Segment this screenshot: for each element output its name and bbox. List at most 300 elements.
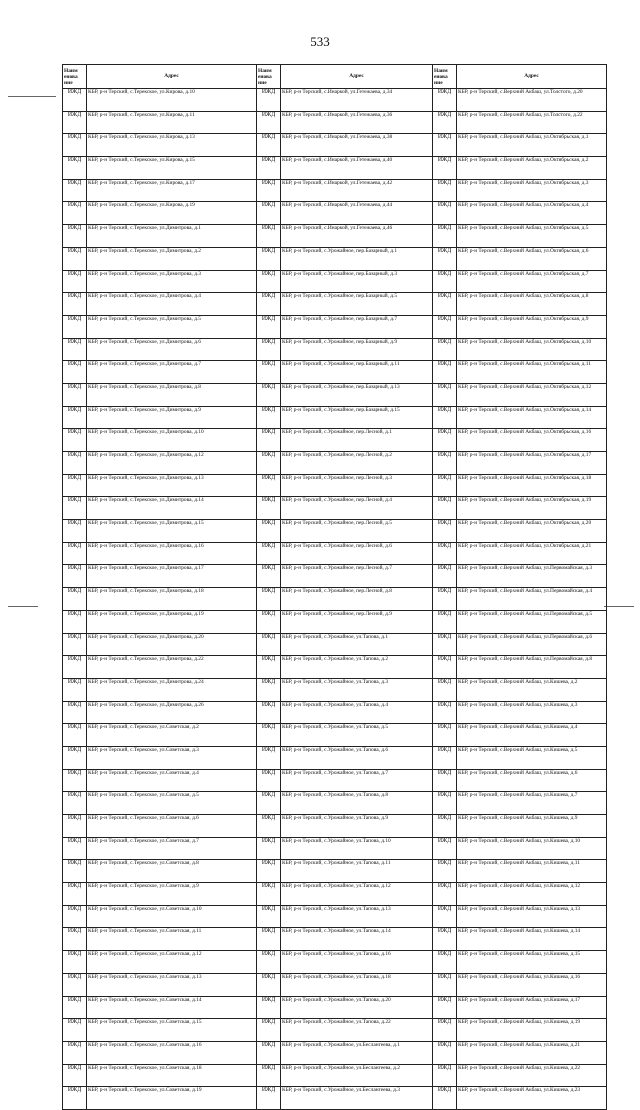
building-type-cell: ИЖД: [433, 1019, 457, 1042]
building-type-cell: ИЖД: [63, 588, 87, 611]
building-type-cell: ИЖД: [433, 565, 457, 588]
address-cell: КБР, р-н Терский, с.Урожайное, ул.Тапова, д.22: [281, 1019, 433, 1042]
address-cell: КБР, р-н Терский, с.Инаркой, ул.Гетежаева, д.44: [281, 202, 433, 225]
building-type-cell: ИЖД: [63, 1087, 87, 1110]
building-type-cell: ИЖД: [433, 837, 457, 860]
building-type-cell: ИЖД: [63, 973, 87, 996]
address-cell: КБР, р-н Терский, с.Урожайное, пер.Базарный, д.7: [281, 315, 433, 338]
building-type-cell: ИЖД: [63, 701, 87, 724]
building-type-cell: ИЖД: [63, 361, 87, 384]
building-type-cell: ИЖД: [257, 429, 281, 452]
building-type-cell: ИЖД: [257, 678, 281, 701]
address-cell: КБР, р-н Терский, с.Верхний Акбаш, ул.Кишева, д.13: [457, 905, 607, 928]
table-row: [63, 270, 607, 293]
table-row: [63, 905, 607, 928]
address-cell: КБР, р-н Терский, с.Верхний Акбаш, ул.Кишева, д.3: [457, 701, 607, 724]
building-type-cell: ИЖД: [257, 338, 281, 361]
address-cell: КБР, р-н Терский, с.Верхний Акбаш, ул.Октябрьская, д.5: [457, 225, 607, 248]
address-cell: КБР, р-н Терский, с.Верхний Акбаш, ул.Кишева, д.11: [457, 860, 607, 883]
building-type-cell: ИЖД: [257, 225, 281, 248]
building-type-cell: ИЖД: [257, 883, 281, 906]
address-cell: КБР, р-н Терский, с.Инаркой, ул.Гетежаева, д.42: [281, 179, 433, 202]
table-row: [63, 746, 607, 769]
building-type-cell: ИЖД: [63, 815, 87, 838]
address-cell: КБР, р-н Терский, с.Верхний Акбаш, ул.Кишева, д.14: [457, 928, 607, 951]
building-type-cell: ИЖД: [257, 1019, 281, 1042]
table-row: [63, 157, 607, 180]
building-type-cell: ИЖД: [63, 293, 87, 316]
address-cell: КБР, р-н Терский, с.Терекское, ул.Димитрова, д.19: [87, 610, 257, 633]
building-type-cell: ИЖД: [63, 247, 87, 270]
building-type-cell: ИЖД: [433, 656, 457, 679]
table-row: [63, 724, 607, 747]
building-type-cell: ИЖД: [433, 973, 457, 996]
building-type-cell: ИЖД: [63, 724, 87, 747]
building-type-cell: ИЖД: [63, 383, 87, 406]
building-type-cell: ИЖД: [257, 452, 281, 475]
building-type-cell: ИЖД: [257, 89, 281, 112]
building-type-cell: ИЖД: [433, 315, 457, 338]
address-cell: КБР, р-н Терский, с.Верхний Акбаш, ул.Кишева, д.4: [457, 724, 607, 747]
address-cell: КБР, р-н Терский, с.Верхний Акбаш, ул.Октябрьская, д.2: [457, 157, 607, 180]
building-type-cell: ИЖД: [433, 338, 457, 361]
building-type-cell: ИЖД: [63, 452, 87, 475]
building-type-cell: ИЖД: [257, 905, 281, 928]
address-cell: КБР, р-н Терский, с.Терекское, ул.Димитрова, д.18: [87, 588, 257, 611]
building-type-cell: ИЖД: [257, 474, 281, 497]
address-cell: КБР, р-н Терский, с.Инаркой, ул.Гетежаева, д.40: [281, 157, 433, 180]
address-cell: КБР, р-н Терский, с.Урожайное, ул.Тапова, д.3: [281, 678, 433, 701]
building-type-cell: ИЖД: [257, 179, 281, 202]
table-row: [63, 1087, 607, 1110]
building-type-cell: ИЖД: [433, 1041, 457, 1064]
address-cell: КБР, р-н Терский, с.Урожайное, ул.Тапова, д.13: [281, 905, 433, 928]
address-cell: КБР, р-н Терский, с.Верхний Акбаш, ул.Кишева, д.7: [457, 792, 607, 815]
table-row: [63, 951, 607, 974]
building-type-cell: ИЖД: [433, 452, 457, 475]
building-type-cell: ИЖД: [63, 1064, 87, 1087]
building-type-cell: ИЖД: [433, 520, 457, 543]
building-type-cell: ИЖД: [257, 134, 281, 157]
address-cell: КБР, р-н Терский, с.Инаркой, ул.Гетежаева, д.36: [281, 111, 433, 134]
building-type-cell: ИЖД: [63, 429, 87, 452]
building-type-cell: ИЖД: [63, 134, 87, 157]
building-type-cell: ИЖД: [257, 792, 281, 815]
address-cell: КБР, р-н Терский, с.Терекское, ул.Советская, д.15: [87, 1019, 257, 1042]
address-cell: КБР, р-н Терский, с.Верхний Акбаш, ул.Первомайская, д.5: [457, 610, 607, 633]
building-type-cell: ИЖД: [433, 610, 457, 633]
building-type-cell: ИЖД: [257, 746, 281, 769]
building-type-cell: ИЖД: [433, 951, 457, 974]
building-type-cell: ИЖД: [257, 565, 281, 588]
address-cell: КБР, р-н Терский, с.Урожайное, ул.Беслангеева, д.2: [281, 1064, 433, 1087]
building-type-cell: ИЖД: [63, 905, 87, 928]
table-row: [63, 1041, 607, 1064]
table-row: [63, 225, 607, 248]
building-type-cell: ИЖД: [63, 746, 87, 769]
building-type-cell: ИЖД: [257, 293, 281, 316]
address-cell: КБР, р-н Терский, с.Терекское, ул.Советская, д.18: [87, 1064, 257, 1087]
building-type-cell: ИЖД: [63, 202, 87, 225]
building-type-cell: ИЖД: [433, 769, 457, 792]
table-row: [63, 134, 607, 157]
building-type-cell: ИЖД: [63, 270, 87, 293]
table-row: [63, 497, 607, 520]
margin-rule-left-lower: [8, 606, 38, 607]
address-cell: КБР, р-н Терский, с.Терекское, ул.Димитрова, д.6: [87, 338, 257, 361]
address-cell: КБР, р-н Терский, с.Урожайное, ул.Беслангеева, д.3: [281, 1087, 433, 1110]
building-type-cell: ИЖД: [433, 270, 457, 293]
building-type-cell: ИЖД: [257, 815, 281, 838]
building-type-cell: ИЖД: [257, 270, 281, 293]
address-cell: КБР, р-н Терский, с.Верхний Акбаш, ул.Октябрьская, д.3: [457, 179, 607, 202]
address-cell: КБР, р-н Терский, с.Терекское, ул.Димитрова, д.1: [87, 225, 257, 248]
address-cell: КБР, р-н Терский, с.Урожайное, пер.Лесной, д.7: [281, 565, 433, 588]
building-type-cell: ИЖД: [433, 542, 457, 565]
address-cell: КБР, р-н Терский, с.Урожайное, пер.Лесной, д.4: [281, 497, 433, 520]
building-type-cell: ИЖД: [257, 497, 281, 520]
building-type-cell: ИЖД: [257, 542, 281, 565]
address-cell: КБР, р-н Терский, с.Верхний Акбаш, ул.Октябрьская, д.21: [457, 542, 607, 565]
address-cell: КБР, р-н Терский, с.Урожайное, ул.Беслангеева, д.1: [281, 1041, 433, 1064]
address-cell: КБР, р-н Терский, с.Терекское, ул.Димитрова, д.9: [87, 406, 257, 429]
address-cell: КБР, р-н Терский, с.Урожайное, ул.Тапова, д.14: [281, 928, 433, 951]
building-type-cell: ИЖД: [63, 111, 87, 134]
table-row: [63, 111, 607, 134]
address-cell: КБР, р-н Терский, с.Терекское, ул.Кирова, д.17: [87, 179, 257, 202]
building-type-cell: ИЖД: [433, 429, 457, 452]
address-cell: КБР, р-н Терский, с.Урожайное, пер.Лесной, д.9: [281, 610, 433, 633]
address-cell: КБР, р-н Терский, с.Терекское, ул.Димитрова, д.7: [87, 361, 257, 384]
building-type-cell: ИЖД: [433, 157, 457, 180]
building-type-cell: ИЖД: [433, 588, 457, 611]
table-row: [63, 633, 607, 656]
address-cell: КБР, р-н Терский, с.Урожайное, пер.Лесной, д.8: [281, 588, 433, 611]
header-address: Адрес: [87, 65, 257, 89]
building-type-cell: ИЖД: [433, 134, 457, 157]
address-cell: КБР, р-н Терский, с.Терекское, ул.Димитрова, д.3: [87, 270, 257, 293]
address-cell: КБР, р-н Терский, с.Терекское, ул.Димитрова, д.10: [87, 429, 257, 452]
address-cell: КБР, р-н Терский, с.Терекское, ул.Советская, д.19: [87, 1087, 257, 1110]
building-type-cell: ИЖД: [257, 610, 281, 633]
building-type-cell: ИЖД: [257, 769, 281, 792]
building-type-cell: ИЖД: [257, 1064, 281, 1087]
address-cell: КБР, р-н Терский, с.Верхний Акбаш, ул.Октябрьская, д.6: [457, 247, 607, 270]
building-type-cell: ИЖД: [257, 157, 281, 180]
header-address: Адрес: [281, 65, 433, 89]
address-cell: КБР, р-н Терский, с.Терекское, ул.Кирова, д.10: [87, 89, 257, 112]
building-type-cell: ИЖД: [257, 951, 281, 974]
building-type-cell: ИЖД: [257, 656, 281, 679]
address-cell: КБР, р-н Терский, с.Терекское, ул.Димитрова, д.20: [87, 633, 257, 656]
address-cell: КБР, р-н Терский, с.Терекское, ул.Кирова, д.19: [87, 202, 257, 225]
address-cell: КБР, р-н Терский, с.Верхний Акбаш, ул.Кишева, д.12: [457, 883, 607, 906]
address-cell: КБР, р-н Терский, с.Урожайное, ул.Тапова, д.4: [281, 701, 433, 724]
building-type-cell: ИЖД: [433, 815, 457, 838]
building-type-cell: ИЖД: [433, 497, 457, 520]
address-cell: КБР, р-н Терский, с.Инаркой, ул.Гетежаева, д.38: [281, 134, 433, 157]
building-type-cell: ИЖД: [63, 928, 87, 951]
table-row: [63, 406, 607, 429]
table-row: [63, 315, 607, 338]
building-type-cell: ИЖД: [63, 406, 87, 429]
address-cell: КБР, р-н Терский, с.Верхний Акбаш, ул.Кишева, д.17: [457, 996, 607, 1019]
table-row: [63, 247, 607, 270]
building-type-cell: ИЖД: [63, 883, 87, 906]
building-type-cell: ИЖД: [433, 724, 457, 747]
address-cell: КБР, р-н Терский, с.Терекское, ул.Димитрова, д.17: [87, 565, 257, 588]
table-row: [63, 610, 607, 633]
address-cell: КБР, р-н Терский, с.Верхний Акбаш, ул.Кишева, д.10: [457, 837, 607, 860]
address-cell: КБР, р-н Терский, с.Верхний Акбаш, ул.Октябрьская, д.1: [457, 134, 607, 157]
building-type-cell: ИЖД: [433, 633, 457, 656]
building-type-cell: ИЖД: [433, 361, 457, 384]
address-cell: КБР, р-н Терский, с.Верхний Акбаш, ул.Октябрьская, д.17: [457, 452, 607, 475]
table-row: [63, 1064, 607, 1087]
address-cell: КБР, р-н Терский, с.Урожайное, ул.Тапова, д.18: [281, 973, 433, 996]
address-cell: КБР, р-н Терский, с.Урожайное, пер.Базарный, д.3: [281, 270, 433, 293]
building-type-cell: ИЖД: [257, 202, 281, 225]
address-cell: КБР, р-н Терский, с.Терекское, ул.Советская, д.6: [87, 815, 257, 838]
building-type-cell: ИЖД: [63, 89, 87, 112]
building-type-cell: ИЖД: [257, 406, 281, 429]
table-row: [63, 701, 607, 724]
address-cell: КБР, р-н Терский, с.Верхний Акбаш, ул.Октябрьская, д.18: [457, 474, 607, 497]
building-type-cell: ИЖД: [63, 520, 87, 543]
building-type-cell: ИЖД: [257, 973, 281, 996]
building-type-cell: ИЖД: [257, 111, 281, 134]
building-type-cell: ИЖД: [433, 883, 457, 906]
address-cell: КБР, р-н Терский, с.Терекское, ул.Кирова, д.13: [87, 134, 257, 157]
address-cell: КБР, р-н Терский, с.Терекское, ул.Димитрова, д.22: [87, 656, 257, 679]
table-row: [63, 588, 607, 611]
address-cell: КБР, р-н Терский, с.Терекское, ул.Димитрова, д.26: [87, 701, 257, 724]
margin-rule-right: [604, 606, 634, 607]
table-row: [63, 860, 607, 883]
address-cell: КБР, р-н Терский, с.Верхний Акбаш, ул.Кишева, д.23: [457, 1087, 607, 1110]
address-cell: КБР, р-н Терский, с.Верхний Акбаш, ул.Толстого, д.20: [457, 89, 607, 112]
building-type-cell: ИЖД: [433, 225, 457, 248]
building-type-cell: ИЖД: [433, 474, 457, 497]
building-type-cell: ИЖД: [63, 542, 87, 565]
address-cell: КБР, р-н Терский, с.Терекское, ул.Советская, д.7: [87, 837, 257, 860]
address-cell: КБР, р-н Терский, с.Урожайное, ул.Тапова, д.5: [281, 724, 433, 747]
building-type-cell: ИЖД: [433, 746, 457, 769]
address-cell: КБР, р-н Терский, с.Верхний Акбаш, ул.Первомайская, д.4: [457, 588, 607, 611]
building-type-cell: ИЖД: [63, 996, 87, 1019]
address-cell: КБР, р-н Терский, с.Терекское, ул.Советская, д.5: [87, 792, 257, 815]
building-type-cell: ИЖД: [257, 996, 281, 1019]
address-cell: КБР, р-н Терский, с.Терекское, ул.Димитрова, д.4: [87, 293, 257, 316]
building-type-cell: ИЖД: [63, 656, 87, 679]
address-cell: КБР, р-н Терский, с.Терекское, ул.Советская, д.3: [87, 746, 257, 769]
address-cell: КБР, р-н Терский, с.Урожайное, ул.Тапова, д.1: [281, 633, 433, 656]
address-cell: КБР, р-н Терский, с.Урожайное, ул.Тапова, д.11: [281, 860, 433, 883]
address-cell: КБР, р-н Терский, с.Терекское, ул.Димитрова, д.16: [87, 542, 257, 565]
address-cell: КБР, р-н Терский, с.Урожайное, пер.Лесной, д.6: [281, 542, 433, 565]
address-cell: КБР, р-н Терский, с.Верхний Акбаш, ул.Кишева, д.5: [457, 746, 607, 769]
building-type-cell: ИЖД: [257, 1087, 281, 1110]
building-type-cell: ИЖД: [257, 383, 281, 406]
address-cell: КБР, р-н Терский, с.Верхний Акбаш, ул.Октябрьская, д.9: [457, 315, 607, 338]
address-cell: КБР, р-н Терский, с.Верхний Акбаш, ул.Кишева, д.9: [457, 815, 607, 838]
address-cell: КБР, р-н Терский, с.Терекское, ул.Советская, д.4: [87, 769, 257, 792]
address-cell: КБР, р-н Терский, с.Терекское, ул.Советская, д.14: [87, 996, 257, 1019]
table-row: [63, 542, 607, 565]
address-cell: КБР, р-н Терский, с.Урожайное, пер.Базарный, д.1: [281, 247, 433, 270]
building-type-cell: ИЖД: [257, 633, 281, 656]
header-type: Наим енова ние: [63, 65, 87, 89]
building-type-cell: ИЖД: [433, 905, 457, 928]
building-type-cell: ИЖД: [433, 179, 457, 202]
building-type-cell: ИЖД: [257, 588, 281, 611]
building-type-cell: ИЖД: [63, 792, 87, 815]
address-cell: КБР, р-н Терский, с.Терекское, ул.Кирова, д.11: [87, 111, 257, 134]
address-cell: КБР, р-н Терский, с.Терекское, ул.Советская, д.16: [87, 1041, 257, 1064]
address-cell: КБР, р-н Терский, с.Урожайное, пер.Базарный, д.9: [281, 338, 433, 361]
address-cell: КБР, р-н Терский, с.Терекское, ул.Димитрова, д.8: [87, 383, 257, 406]
building-type-cell: ИЖД: [433, 111, 457, 134]
building-type-cell: ИЖД: [257, 860, 281, 883]
building-type-cell: ИЖД: [63, 157, 87, 180]
address-cell: КБР, р-н Терский, с.Верхний Акбаш, ул.Кишева, д.16: [457, 973, 607, 996]
address-cell: КБР, р-н Терский, с.Урожайное, ул.Тапова, д.12: [281, 883, 433, 906]
building-type-cell: ИЖД: [433, 1064, 457, 1087]
building-type-cell: ИЖД: [257, 247, 281, 270]
table-row: [63, 815, 607, 838]
building-type-cell: ИЖД: [63, 225, 87, 248]
building-type-cell: ИЖД: [257, 361, 281, 384]
building-type-cell: ИЖД: [433, 996, 457, 1019]
address-cell: КБР, р-н Терский, с.Верхний Акбаш, ул.Октябрьская, д.12: [457, 383, 607, 406]
address-cell: КБР, р-н Терский, с.Урожайное, пер.Базарный, д.13: [281, 383, 433, 406]
building-type-cell: ИЖД: [63, 474, 87, 497]
table-row: [63, 452, 607, 475]
address-cell: КБР, р-н Терский, с.Терекское, ул.Советская, д.9: [87, 883, 257, 906]
table-row: [63, 474, 607, 497]
address-cell: КБР, р-н Терский, с.Терекское, ул.Советская, д.10: [87, 905, 257, 928]
address-cell: КБР, р-н Терский, с.Верхний Акбаш, ул.Первомайская, д.3: [457, 565, 607, 588]
building-type-cell: ИЖД: [433, 792, 457, 815]
address-cell: КБР, р-н Терский, с.Терекское, ул.Советская, д.12: [87, 951, 257, 974]
table-row: [63, 361, 607, 384]
address-cell: КБР, р-н Терский, с.Верхний Акбаш, ул.Октябрьская, д.14: [457, 406, 607, 429]
address-cell: КБР, р-н Терский, с.Урожайное, ул.Тапова, д.20: [281, 996, 433, 1019]
address-table: [62, 64, 607, 1110]
table-row: [63, 429, 607, 452]
table-row: [63, 338, 607, 361]
address-cell: КБР, р-н Терский, с.Урожайное, ул.Тапова, д.2: [281, 656, 433, 679]
building-type-cell: ИЖД: [257, 520, 281, 543]
table-row: [63, 996, 607, 1019]
address-cell: КБР, р-н Терский, с.Терекское, ул.Димитрова, д.5: [87, 315, 257, 338]
address-cell: КБР, р-н Терский, с.Терекское, ул.Кирова, д.15: [87, 157, 257, 180]
table-row: [63, 769, 607, 792]
building-type-cell: ИЖД: [433, 383, 457, 406]
address-cell: КБР, р-н Терский, с.Верхний Акбаш, ул.Кишева, д.21: [457, 1041, 607, 1064]
building-type-cell: ИЖД: [433, 202, 457, 225]
address-cell: КБР, р-н Терский, с.Верхний Акбаш, ул.Октябрьская, д.4: [457, 202, 607, 225]
building-type-cell: ИЖД: [63, 179, 87, 202]
building-type-cell: ИЖД: [63, 837, 87, 860]
building-type-cell: ИЖД: [63, 860, 87, 883]
building-type-cell: ИЖД: [63, 769, 87, 792]
address-cell: КБР, р-н Терский, с.Урожайное, ул.Тапова, д.9: [281, 815, 433, 838]
building-type-cell: ИЖД: [433, 928, 457, 951]
building-type-cell: ИЖД: [63, 610, 87, 633]
table-row: [63, 656, 607, 679]
building-type-cell: ИЖД: [257, 724, 281, 747]
address-cell: КБР, р-н Терский, с.Терекское, ул.Димитрова, д.15: [87, 520, 257, 543]
building-type-cell: ИЖД: [63, 678, 87, 701]
address-cell: КБР, р-н Терский, с.Урожайное, пер.Лесной, д.1: [281, 429, 433, 452]
table-row: [63, 520, 607, 543]
address-cell: КБР, р-н Терский, с.Терекское, ул.Димитрова, д.12: [87, 452, 257, 475]
address-cell: КБР, р-н Терский, с.Урожайное, ул.Тапова, д.6: [281, 746, 433, 769]
address-cell: КБР, р-н Терский, с.Урожайное, пер.Лесной, д.5: [281, 520, 433, 543]
address-cell: КБР, р-н Терский, с.Терекское, ул.Димитрова, д.13: [87, 474, 257, 497]
building-type-cell: ИЖД: [433, 89, 457, 112]
table-row: [63, 293, 607, 316]
building-type-cell: ИЖД: [433, 1087, 457, 1110]
table-row: [63, 928, 607, 951]
address-cell: КБР, р-н Терский, с.Урожайное, ул.Тапова, д.10: [281, 837, 433, 860]
address-cell: КБР, р-н Терский, с.Терекское, ул.Советская, д.2: [87, 724, 257, 747]
address-cell: КБР, р-н Терский, с.Терекское, ул.Советская, д.13: [87, 973, 257, 996]
header-type: Наим енова ние: [433, 65, 457, 89]
building-type-cell: ИЖД: [63, 951, 87, 974]
building-type-cell: ИЖД: [433, 247, 457, 270]
address-cell: КБР, р-н Терский, с.Терекское, ул.Советская, д.11: [87, 928, 257, 951]
building-type-cell: ИЖД: [63, 497, 87, 520]
address-cell: КБР, р-н Терский, с.Урожайное, пер.Базарный, д.11: [281, 361, 433, 384]
table-header-row: [63, 65, 607, 89]
table-row: [63, 678, 607, 701]
building-type-cell: ИЖД: [257, 1041, 281, 1064]
address-cell: КБР, р-н Терский, с.Терекское, ул.Димитрова, д.2: [87, 247, 257, 270]
address-cell: КБР, р-н Терский, с.Урожайное, пер.Базарный, д.15: [281, 406, 433, 429]
table-row: [63, 973, 607, 996]
building-type-cell: ИЖД: [63, 315, 87, 338]
header-type: Наим енова ние: [257, 65, 281, 89]
address-cell: КБР, р-н Терский, с.Верхний Акбаш, ул.Кишева, д.2: [457, 678, 607, 701]
table-row: [63, 202, 607, 225]
address-cell: КБР, р-н Терский, с.Урожайное, ул.Тапова, д.8: [281, 792, 433, 815]
table-row: [63, 383, 607, 406]
table-row: [63, 1019, 607, 1042]
address-cell: КБР, р-н Терский, с.Терекское, ул.Советская, д.8: [87, 860, 257, 883]
address-cell: КБР, р-н Терский, с.Верхний Акбаш, ул.Октябрьская, д.8: [457, 293, 607, 316]
building-type-cell: ИЖД: [63, 633, 87, 656]
table-row: [63, 179, 607, 202]
address-cell: КБР, р-н Терский, с.Урожайное, пер.Лесной, д.2: [281, 452, 433, 475]
address-cell: КБР, р-н Терский, с.Урожайное, пер.Базарный, д.5: [281, 293, 433, 316]
table-body: [63, 89, 607, 1110]
building-type-cell: ИЖД: [433, 293, 457, 316]
address-cell: КБР, р-н Терский, с.Урожайное, пер.Лесной, д.3: [281, 474, 433, 497]
header-address: Адрес: [457, 65, 607, 89]
table-row: [63, 883, 607, 906]
address-cell: КБР, р-н Терский, с.Верхний Акбаш, ул.Кишева, д.15: [457, 951, 607, 974]
building-type-cell: ИЖД: [257, 701, 281, 724]
building-type-cell: ИЖД: [63, 338, 87, 361]
page-number: 533: [310, 34, 330, 49]
address-cell: КБР, р-н Терский, с.Инаркой, ул.Гетежаева, д.46: [281, 225, 433, 248]
address-cell: КБР, р-н Терский, с.Верхний Акбаш, ул.Кишева, д.6: [457, 769, 607, 792]
table-row: [63, 565, 607, 588]
table-row: [63, 89, 607, 112]
address-cell: КБР, р-н Терский, с.Верхний Акбаш, ул.Толстого, д.22: [457, 111, 607, 134]
